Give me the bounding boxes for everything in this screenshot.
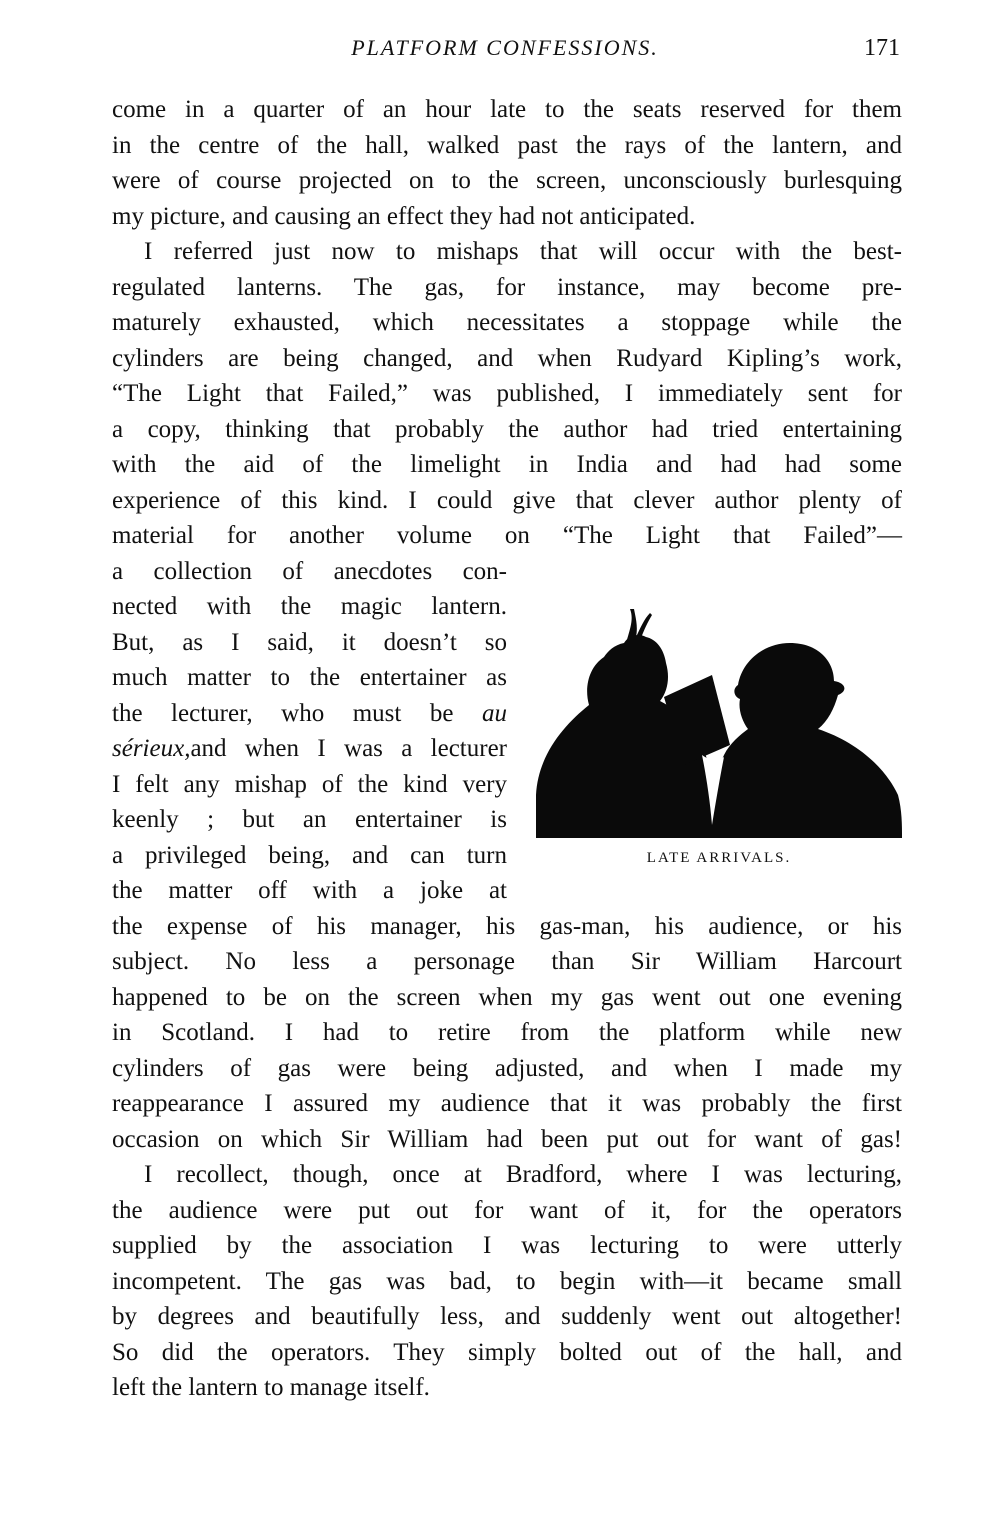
late-arrivals-illustration (534, 605, 904, 840)
text-line: I recollect, though, once at Bradford, where I was lecturing, (144, 1161, 902, 1188)
page-number: 171 (864, 35, 900, 61)
silhouette-illustration-icon (534, 605, 904, 840)
text-line: material for another volume on “The Light that Failed”— (112, 522, 902, 549)
text-line: cylinders are being changed, and when Rudyard Kipling’s work, (112, 344, 902, 372)
text-line: a copy, thinking that probably the author had tried entertaining (112, 415, 902, 443)
text-line: “The Light that Failed,” was published, I immediately sent for (112, 380, 902, 407)
text-line: by degrees and beautifully less, and suddenly went out altogether! (112, 1303, 902, 1330)
text-line: much matter to the entertainer as (112, 664, 507, 691)
text-line: happened to be on the screen when my gas went out one evening (112, 983, 902, 1011)
text-line: left the lantern to manage itself. (112, 1374, 430, 1401)
text-line: regulated lanterns. The gas, for instance, may become pre- (112, 273, 902, 301)
text-line (112, 731, 507, 767)
text-line: keenly ; but an entertainer is (112, 806, 507, 833)
text-line: maturely exhausted, which necessitates a stoppage while the (112, 309, 902, 336)
text-line: a privileged being, and can turn (112, 841, 507, 869)
text-line: reappearance I assured my audience that it was probably the first (112, 1090, 902, 1117)
text-segment: the lecturer, who must be (112, 699, 454, 727)
text-line: come in a quarter of an hour late to the seats reserved for them (112, 96, 902, 123)
text-line: I referred just now to mishaps that will occur with the best- (144, 238, 902, 265)
text-line: with the aid of the limelight in India and had had some (112, 451, 902, 478)
text-line: occasion on which Sir William had been put out for want of gas! (112, 1125, 902, 1153)
text-line: a collection of anecdotes con- (112, 557, 507, 585)
text-line: experience of this kind. I could give that clever author plenty of (112, 486, 902, 514)
text-line: nected with the magic lantern. (112, 593, 507, 620)
text-line: in Scotland. I had to retire from the platform while new (112, 1019, 902, 1046)
italic-phrase: au (482, 699, 507, 727)
italic-phrase: sérieux, (112, 735, 191, 762)
text-line: cylinders of gas were being adjusted, and when I made my (112, 1054, 902, 1082)
text-segment: and when I was a lecturer (190, 735, 507, 762)
text-line: the matter off with a joke at (112, 877, 507, 904)
text-line: incompetent. The gas was bad, to begin with—it became small (112, 1267, 902, 1295)
text-line: subject. No less a personage than Sir William Harcourt (112, 948, 902, 975)
text-line: my picture, and causing an effect they had not anticipated. (112, 202, 696, 230)
running-header (110, 30, 900, 66)
text-line: the expense of his manager, his gas-man, his audience, or his (112, 912, 902, 940)
text-line: were of course projected on to the screen, unconsciously burlesquing (112, 167, 902, 194)
figure-caption: LATE ARRIVALS. (646, 850, 792, 866)
text-line: the audience were put out for want of it, for the operators (112, 1196, 902, 1224)
text-line: in the centre of the hall, walked past the rays of the lantern, and (112, 131, 902, 159)
text-line (112, 696, 507, 732)
text-line: supplied by the association I was lecturing to were utterly (112, 1232, 902, 1259)
text-line: I felt any mishap of the kind very (112, 770, 507, 798)
text-line: So did the operators. They simply bolted out of the hall, and (112, 1338, 902, 1366)
running-title: PLATFORM CONFESSIONS. (351, 35, 659, 60)
text-line: But, as I said, it doesn’t so (112, 628, 507, 656)
